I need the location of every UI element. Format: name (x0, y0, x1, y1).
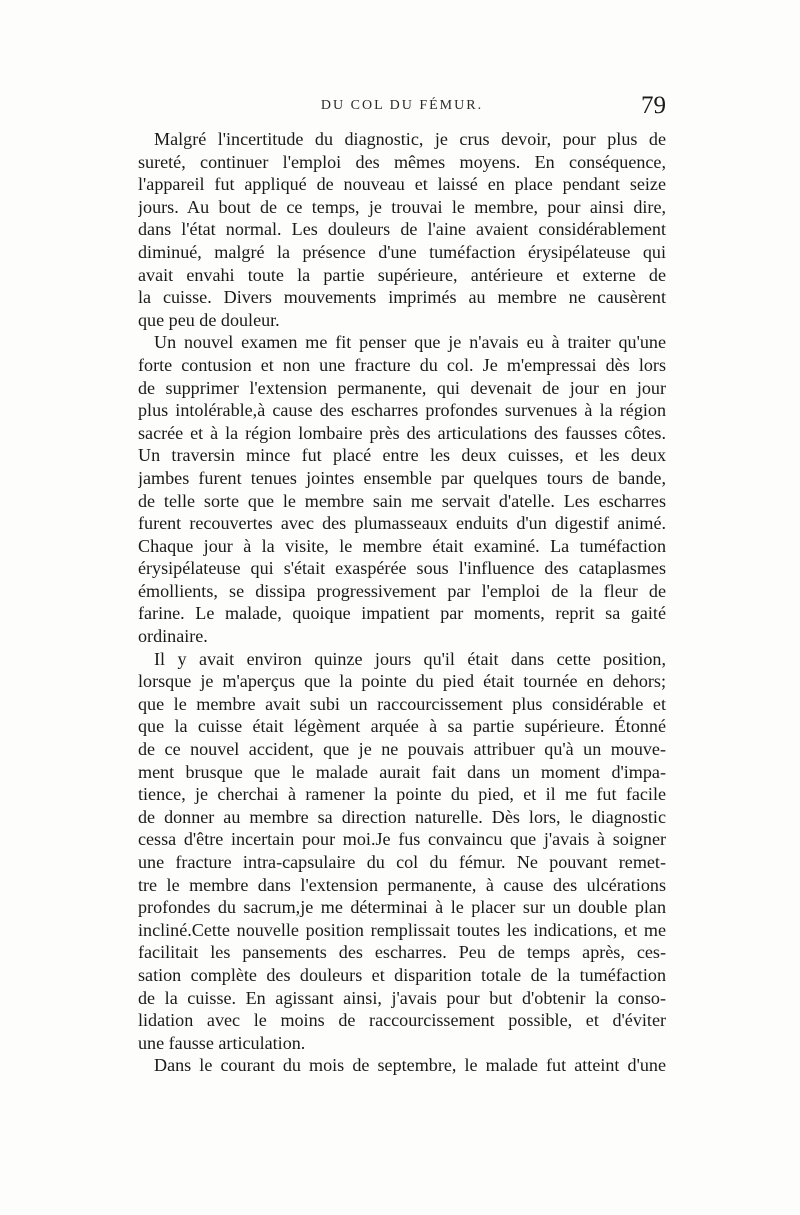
text-line: Malgré l'incertitude du diagnostic, je crus devoir, pour plus de (154, 129, 666, 149)
text-line: Un nouvel examen me fit penser que je n'avais eu à traiter qu'une (154, 332, 666, 353)
text-line: de telle sorte que le membre sain me servait d'atelle. Les escharres (138, 490, 666, 511)
text-line: sation complète des douleurs et disparition totale de la tuméfaction (138, 964, 666, 985)
text-line: de supprimer l'extension permanente, qui devenait de jour en jour (138, 377, 666, 398)
text-line: plus intolérable,à cause des escharres profondes survenues à la région (138, 400, 666, 421)
text-line: avait envahi toute la partie supérieure, antérieure et externe de (138, 264, 666, 285)
text-line: ordinaire. (138, 626, 208, 647)
text-line: furent recouvertes avec des plumasseaux enduits d'un digestif animé. (138, 513, 666, 534)
text-line: érysipélateuse qui s'était exaspérée sous l'influence des cataplasmes (138, 558, 666, 579)
text-line: de ce nouvel accident, que je ne pouvais attribuer qu'à un mouve- (138, 739, 666, 760)
paragraph-4 (138, 1054, 666, 1077)
text-line: la cuisse. Divers mouvements imprimés au membre ne causèrent (138, 287, 666, 308)
paragraph-1 (138, 128, 666, 331)
page-number: 79 (641, 92, 666, 119)
text-line: Dans le courant du mois de septembre, le malade fut atteint d'une (154, 1055, 666, 1076)
body-text (138, 128, 666, 1077)
text-line: une fracture intra-capsulaire du col du fémur. Ne pouvant remet- (138, 852, 666, 872)
text-line: de donner au membre sa direction naturelle. Dès lors, le diagnostic (138, 806, 666, 827)
text-line: sureté, continuer l'emploi des mêmes moyens. En conséquence, (138, 151, 666, 172)
text-line: ment brusque que le malade aurait fait dans un moment d'impa- (138, 761, 666, 782)
text-line: sacrée et à la région lombaire près des articulations des fausses côtes. (138, 422, 666, 443)
text-line: facilitait les pansements des escharres. Peu de temps après, ces- (138, 942, 666, 963)
text-line: que peu de douleur. (138, 309, 280, 330)
text-line: cessa d'être incertain pour moi.Je fus convaincu que j'avais à soigner (138, 829, 666, 850)
text-line: forte contusion et non une fracture du col. Je m'empressai dès lors (138, 354, 666, 375)
text-line: une fausse articulation. (138, 1032, 306, 1053)
text-line: de la cuisse. En agissant ainsi, j'avais pour but d'obtenir la conso- (138, 987, 666, 1008)
text-line: jours. Au bout de ce temps, je trouvai le membre, pour ainsi dire, (138, 196, 666, 217)
text-line: jambes furent tenues jointes ensemble par quelques tours de bande, (138, 467, 666, 488)
text-line: que le membre avait subi un raccourcissement plus considérable et (138, 693, 666, 714)
page-header (138, 92, 666, 122)
text-line: farine. Le malade, quoique impatient par moments, reprit sa gaité (138, 603, 666, 624)
text-line: tre le membre dans l'extension permanente, à cause des ulcérations (138, 874, 666, 895)
text-line: dans l'état normal. Les douleurs de l'aine avaient considérablement (138, 219, 666, 240)
text-line: lorsque je m'aperçus que la pointe du pied était tournée en dehors; (138, 671, 666, 692)
text-line: profondes du sacrum,je me déterminai à le placer sur un double plan (138, 897, 666, 918)
text-line: lidation avec le moins de raccourcissement possible, et d'éviter (138, 1010, 666, 1031)
text-line: incliné.Cette nouvelle position remplissait toutes les indications, et me (138, 919, 666, 940)
text-line: diminué, malgré la présence d'une tuméfaction érysipélateuse qui (138, 241, 666, 262)
text-line: tience, je cherchai à ramener la pointe du pied, et il me fut facile (138, 784, 666, 805)
paragraph-3 (138, 648, 666, 1055)
text-line: que la cuisse était légèment arquée à sa partie supérieure. Étonné (138, 716, 666, 737)
text-line: Chaque jour à la visite, le membre était examiné. La tuméfaction (138, 535, 666, 556)
text-line: Un traversin mince fut placé entre les deux cuisses, et les deux (138, 445, 666, 466)
text-line: émollients, se dissipa progressivement par l'emploi de la fleur de (138, 580, 666, 601)
text-line: l'appareil fut appliqué de nouveau et laissé en place pendant seize (138, 174, 666, 195)
text-line: Il y avait environ quinze jours qu'il était dans cette position, (154, 648, 666, 669)
paragraph-2 (138, 331, 666, 647)
running-head: DU COL DU FÉMUR. (320, 98, 484, 113)
